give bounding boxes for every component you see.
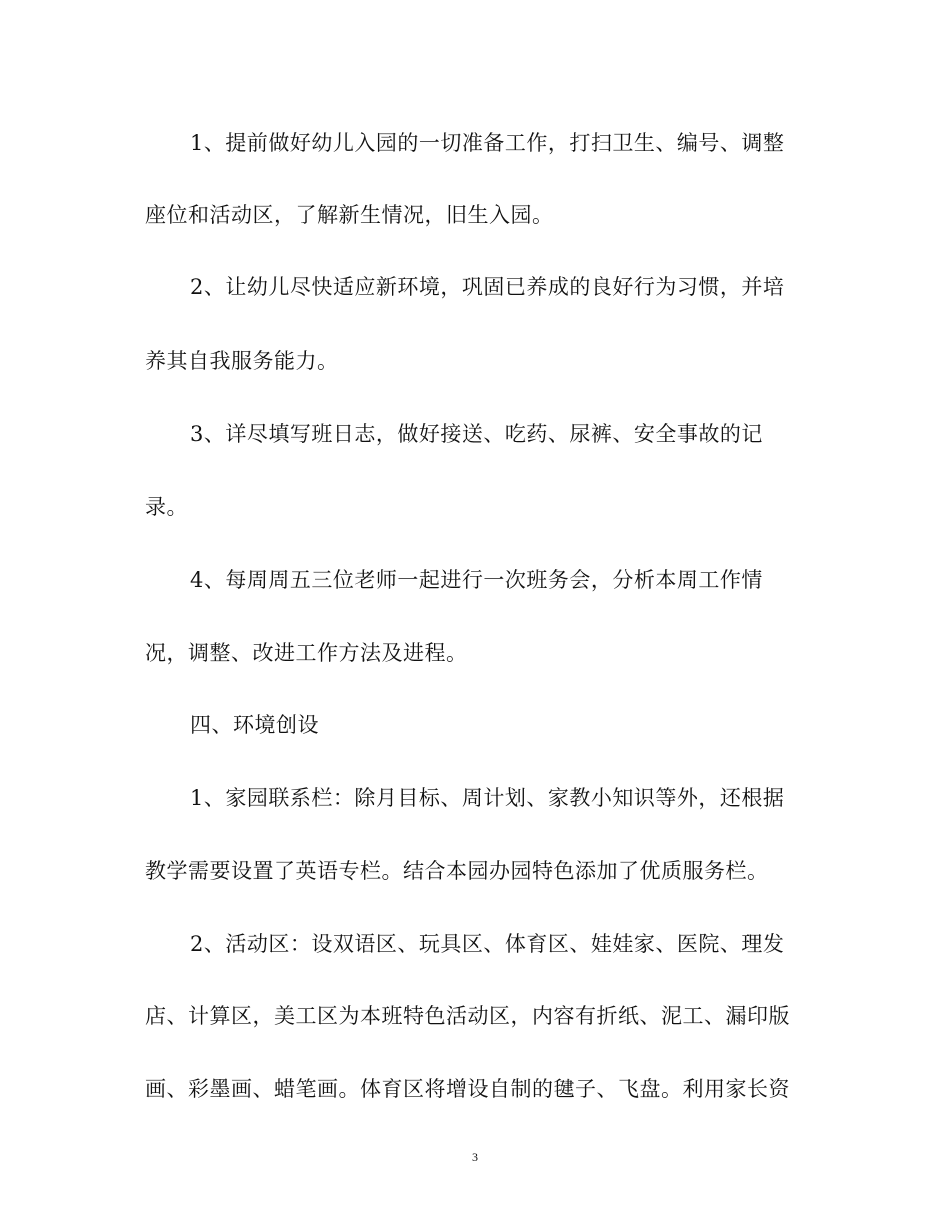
paragraph-5-line-1: 1、家园联系栏：除月目标、周计划、家教小知识等外，还根据	[190, 786, 785, 810]
paragraph-1-line-2: 座位和活动区，了解新生情况，旧生入园。	[145, 203, 554, 227]
paragraph-3-line-1: 3、详尽填写班日志，做好接送、吃药、尿裤、安全事故的记	[190, 422, 763, 446]
paragraph-4-line-2: 况，调整、改进工作方法及进程。	[145, 641, 468, 665]
section-heading: 四、环境创设	[190, 713, 319, 737]
paragraph-2-line-1: 2、让幼儿尽快适应新环境，巩固已养成的良好行为习惯，并培	[190, 275, 785, 299]
paragraph-1-line-1: 1、提前做好幼儿入园的一切准备工作，打扫卫生、编号、调整	[190, 131, 785, 155]
paragraph-2-line-2: 养其自我服务能力。	[145, 349, 339, 373]
paragraph-3-line-2: 录。	[145, 495, 188, 519]
paragraph-4-line-1: 4、每周周五三位老师一起进行一次班务会，分析本周工作情	[190, 568, 763, 592]
paragraph-6-line-1: 2、活动区：设双语区、玩具区、体育区、娃娃家、医院、理发	[190, 932, 785, 956]
page-number: 3	[472, 1150, 478, 1164]
paragraph-5-line-2: 教学需要设置了英语专栏。结合本园办园特色添加了优质服务栏。	[145, 859, 769, 883]
paragraph-6-line-2: 店、计算区，美工区为本班特色活动区，内容有折纸、泥工、漏印版	[145, 1004, 790, 1028]
paragraph-6-line-3: 画、彩墨画、蜡笔画。体育区将增设自制的毽子、飞盘。利用家长资	[145, 1077, 790, 1101]
